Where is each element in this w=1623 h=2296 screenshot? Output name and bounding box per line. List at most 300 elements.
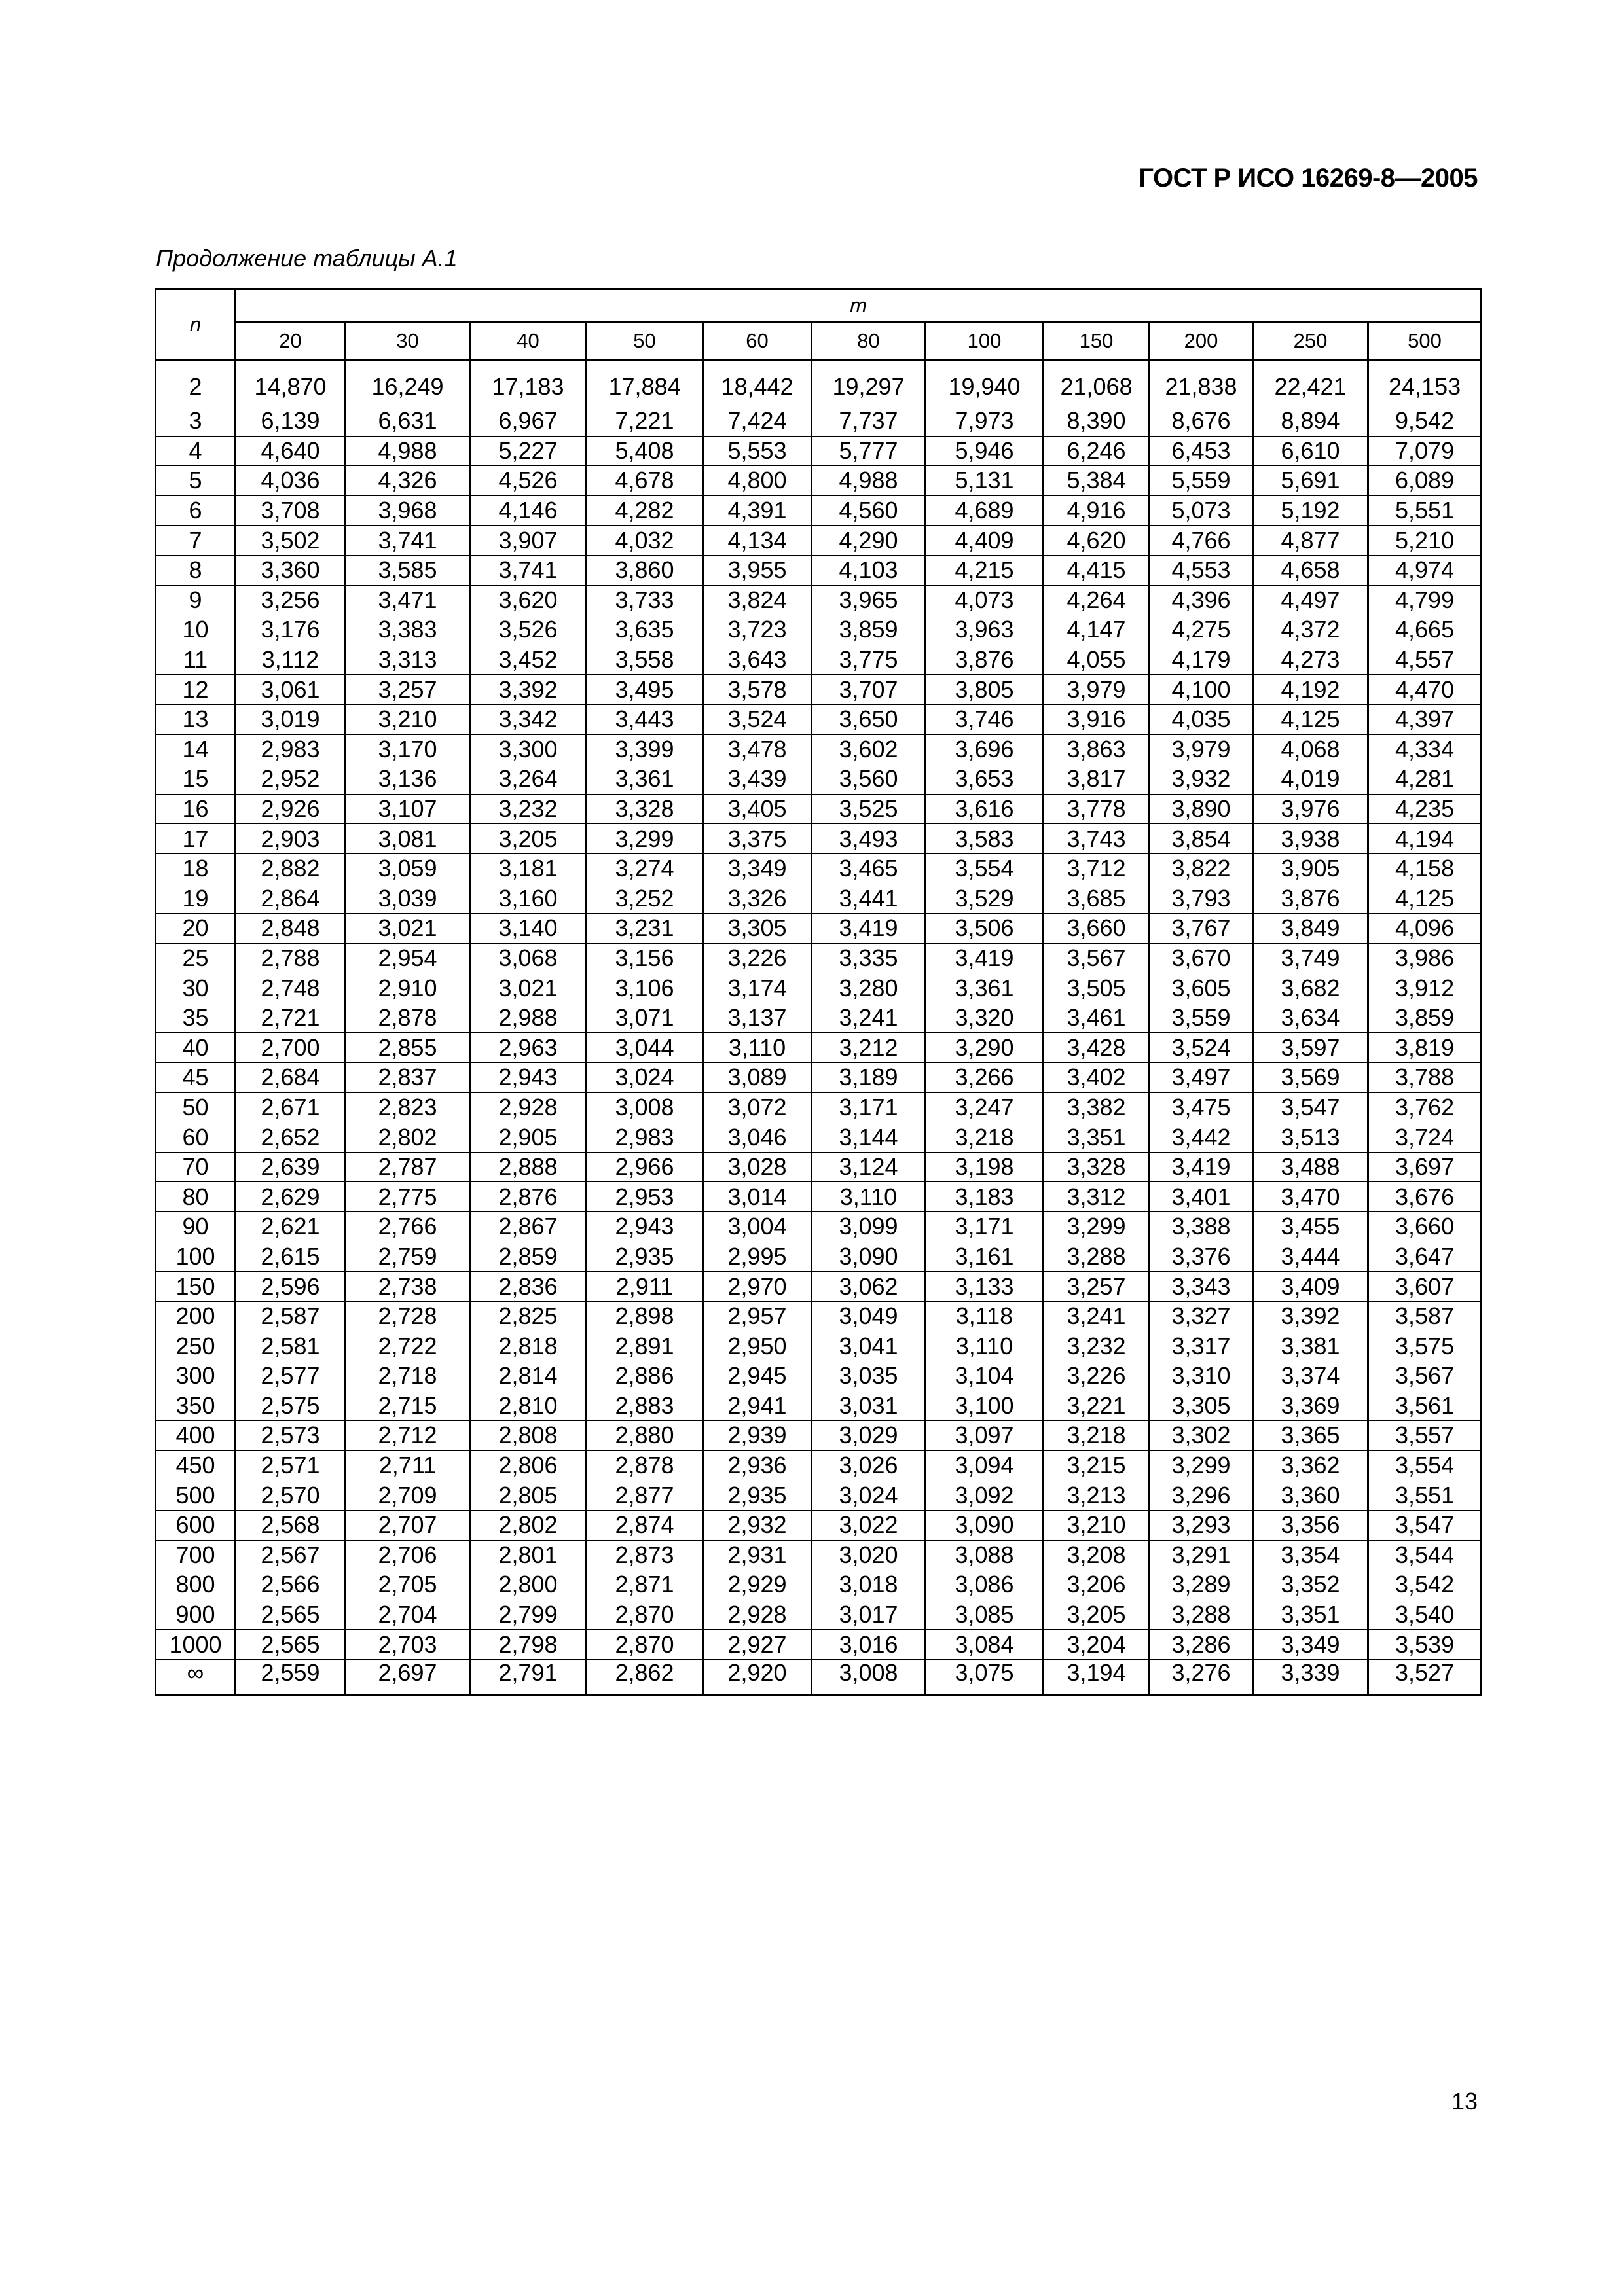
table-cell: 2,709 [346,1480,470,1511]
table-cell: 4,974 [1368,555,1482,585]
table-cell: 3,916 [1044,704,1150,734]
table-cell: 2,798 [470,1630,587,1660]
table-cell: 4,916 [1044,495,1150,526]
table-cell: 3,288 [1044,1242,1150,1272]
table-cell: 3,746 [926,704,1044,734]
table-cell: 2,943 [470,1063,587,1093]
table-cell: 4,068 [1253,734,1368,764]
table-cell: 2,891 [587,1331,703,1361]
table-cell: 3,110 [812,1182,926,1212]
table-cell: 4,553 [1150,555,1253,585]
table-cell: 2,871 [587,1570,703,1600]
table-cell: 3,194 [1044,1659,1150,1695]
table-cell: 3,859 [1368,1003,1482,1033]
table-cell: 3,290 [926,1033,1044,1063]
table-cell: 3,374 [1253,1361,1368,1391]
table-cell: 3,419 [926,943,1044,973]
table-cell: 4,035 [1150,704,1253,734]
table-cell: 2,805 [470,1480,587,1511]
table-cell: 3,035 [812,1361,926,1391]
table-cell: 5,192 [1253,495,1368,526]
table-cell: 3,204 [1044,1630,1150,1660]
table-cell: 2,911 [587,1272,703,1302]
column-header: 250 [1253,322,1368,361]
table-cell: 3,205 [470,824,587,854]
table-cell: 3,090 [926,1510,1044,1540]
table-cell: 4,235 [1368,794,1482,824]
table-cell: 3,189 [812,1063,926,1093]
table-cell: 3,976 [1253,794,1368,824]
table-cell: 3,276 [1150,1659,1253,1695]
table-cell: 2,943 [587,1212,703,1242]
table-cell: 3,741 [470,555,587,585]
column-header: 40 [470,322,587,361]
table-cell: 2,728 [346,1301,470,1331]
table-cell: 3,733 [587,585,703,615]
table-cell: 3,647 [1368,1242,1482,1272]
table-cell: 2,810 [470,1391,587,1421]
table-cell: 4,526 [470,466,587,496]
table-cell: 2,570 [236,1480,346,1511]
table-cell: 5,073 [1150,495,1253,526]
table-cell: 4,988 [346,436,470,466]
table-cell: 3,299 [587,824,703,854]
table-cell: 3,471 [346,585,470,615]
table-cell: 3,554 [1368,1450,1482,1480]
table-cell: 3,859 [812,615,926,645]
table-cell: 7,973 [926,406,1044,437]
table-cell: 3,342 [470,704,587,734]
table-cell: 3,912 [1368,973,1482,1003]
table-cell: 2,983 [236,734,346,764]
table-cell: 2,864 [236,884,346,914]
table-cell: 2,905 [470,1122,587,1153]
table-cell: 3,226 [703,943,812,973]
table-cell: 2,706 [346,1540,470,1570]
table-cell: 7,424 [703,406,812,437]
table-cell: 2,818 [470,1331,587,1361]
table-cell: 19,297 [812,361,926,406]
table-cell: 3,597 [1253,1033,1368,1063]
table-cell: 4,096 [1368,914,1482,944]
table-cell: 3,024 [587,1063,703,1093]
table-cell: 3,293 [1150,1510,1253,1540]
table-cell: 3,542 [1368,1570,1482,1600]
table-cell: 3,068 [470,943,587,973]
table-cell: 2,802 [346,1122,470,1153]
table-cell: 6,610 [1253,436,1368,466]
table-cell: 3,650 [812,704,926,734]
table-cell: 2,615 [236,1242,346,1272]
table-cell: 2,874 [587,1510,703,1540]
page-number: 13 [1451,2088,1478,2115]
table-cell: 16,249 [346,361,470,406]
table-cell: 3,743 [1044,824,1150,854]
column-header: 200 [1150,322,1253,361]
table-cell: 6,967 [470,406,587,437]
table-cell: 6,139 [236,406,346,437]
table-cell: 2,759 [346,1242,470,1272]
data-table [155,288,1482,1696]
table-cell: 3,218 [1044,1421,1150,1451]
table-cell: 3,660 [1368,1212,1482,1242]
table-cell: 3,020 [812,1540,926,1570]
table-cell: 3,470 [1253,1182,1368,1212]
table-row [156,1391,1482,1421]
table-cell: 3,210 [346,704,470,734]
table-cell: 3,775 [812,645,926,675]
table-cell: 2,995 [703,1242,812,1272]
document-code: ГОСТ Р ИСО 16269-8—2005 [1139,164,1478,192]
table-cell: 3,349 [1253,1630,1368,1660]
table-cell: 3,181 [470,853,587,884]
row-label-n: 50 [156,1092,236,1122]
table-cell: 2,886 [587,1361,703,1391]
table-cell: 3,399 [587,734,703,764]
table-row [156,1421,1482,1451]
table-cell: 3,218 [926,1122,1044,1153]
table-cell: 2,802 [470,1510,587,1540]
table-cell: 3,547 [1253,1092,1368,1122]
table-cell: 3,041 [812,1331,926,1361]
table-cell: 2,882 [236,853,346,884]
table-cell: 3,097 [926,1421,1044,1451]
table-row [156,973,1482,1003]
row-label-n: 20 [156,914,236,944]
table-cell: 3,075 [926,1659,1044,1695]
table-cell: 2,928 [470,1092,587,1122]
table-cell: 3,979 [1150,734,1253,764]
table-cell: 3,696 [926,734,1044,764]
table-cell: 2,684 [236,1063,346,1093]
table-cell: 3,044 [587,1033,703,1063]
table-cell: 3,539 [1368,1630,1482,1660]
table-cell: 3,602 [812,734,926,764]
table-cell: 3,022 [812,1510,926,1540]
table-cell: 3,288 [1150,1600,1253,1630]
table-cell: 3,215 [1044,1450,1150,1480]
table-cell: 3,401 [1150,1182,1253,1212]
table-cell: 3,226 [1044,1361,1150,1391]
table-cell: 3,524 [703,704,812,734]
table-cell: 3,375 [703,824,812,854]
table-cell: 2,575 [236,1391,346,1421]
table-cell: 3,513 [1253,1122,1368,1153]
table-cell: 2,573 [236,1421,346,1451]
row-label-n: 70 [156,1152,236,1182]
table-cell: 2,910 [346,973,470,1003]
table-cell: 3,232 [470,794,587,824]
table-cell: 3,029 [812,1421,926,1451]
table-cell: 3,212 [812,1033,926,1063]
table-cell: 3,312 [1044,1182,1150,1212]
table-cell: 3,252 [587,884,703,914]
table-cell: 2,568 [236,1510,346,1540]
table-cell: 2,775 [346,1182,470,1212]
table-row [156,495,1482,526]
table-cell: 3,685 [1044,884,1150,914]
table-cell: 9,542 [1368,406,1482,437]
table-cell: 3,854 [1150,824,1253,854]
table-cell: 3,707 [812,675,926,705]
table-cell: 3,299 [1150,1450,1253,1480]
table-cell: 3,963 [926,615,1044,645]
table-cell: 4,470 [1368,675,1482,705]
table-cell: 3,071 [587,1003,703,1033]
table-cell: 4,073 [926,585,1044,615]
table-cell: 2,629 [236,1182,346,1212]
row-label-n: 800 [156,1570,236,1600]
table-cell: 2,639 [236,1152,346,1182]
table-cell: 3,863 [1044,734,1150,764]
table-cell: 3,305 [703,914,812,944]
table-cell: 3,360 [236,555,346,585]
table-cell: 3,176 [236,615,346,645]
table-cell: 2,926 [236,794,346,824]
table-cell: 3,497 [1150,1063,1253,1093]
table-cell: 3,461 [1044,1003,1150,1033]
table-cell: 3,670 [1150,943,1253,973]
table-cell: 17,884 [587,361,703,406]
table-row [156,1033,1482,1063]
row-label-n: 16 [156,794,236,824]
table-cell: 3,084 [926,1630,1044,1660]
table-cell: 3,361 [926,973,1044,1003]
table-cell: 4,409 [926,526,1044,556]
table-cell: 2,903 [236,824,346,854]
table-cell: 2,954 [346,943,470,973]
table-cell: 2,766 [346,1212,470,1242]
table-cell: 3,257 [1044,1272,1150,1302]
table-cell: 5,559 [1150,466,1253,496]
table-cell: 3,525 [812,794,926,824]
table-cell: 5,227 [470,436,587,466]
table-cell: 3,061 [236,675,346,705]
table-cell: 2,983 [587,1122,703,1153]
table-cell: 2,927 [703,1630,812,1660]
table-cell: 3,620 [470,585,587,615]
table-cell: 3,289 [1150,1570,1253,1600]
row-label-n: 17 [156,824,236,854]
table-cell: 3,039 [346,884,470,914]
table-cell: 17,183 [470,361,587,406]
table-cell: 3,310 [1150,1361,1253,1391]
table-cell: 3,561 [1368,1391,1482,1421]
table-cell: 3,257 [346,675,470,705]
table-cell: 3,026 [812,1450,926,1480]
table-cell: 3,762 [1368,1092,1482,1122]
table-cell: 3,081 [346,824,470,854]
table-cell: 3,547 [1368,1510,1482,1540]
table-cell: 4,372 [1253,615,1368,645]
table-cell: 3,274 [587,853,703,884]
table-cell: 4,391 [703,495,812,526]
table-cell: 3,170 [346,734,470,764]
table-row [156,615,1482,645]
table-cell: 3,266 [926,1063,1044,1093]
table-cell: 4,560 [812,495,926,526]
table-cell: 3,402 [1044,1063,1150,1093]
table-cell: 3,824 [703,585,812,615]
table-cell: 3,231 [587,914,703,944]
table-cell: 21,838 [1150,361,1253,406]
table-cell: 3,475 [1150,1092,1253,1122]
table-cell: 3,907 [470,526,587,556]
table-cell: 3,876 [1253,884,1368,914]
table-cell: 18,442 [703,361,812,406]
table-cell: 3,046 [703,1122,812,1153]
table-cell: 3,605 [1150,973,1253,1003]
table-cell: 3,014 [703,1182,812,1212]
table-cell: 2,837 [346,1063,470,1093]
table-cell: 2,697 [346,1659,470,1695]
row-label-n: ∞ [156,1659,236,1695]
table-cell: 3,241 [812,1003,926,1033]
table-cell: 2,704 [346,1600,470,1630]
table-row [156,764,1482,795]
table-row [156,853,1482,884]
table-cell: 2,806 [470,1450,587,1480]
table-cell: 3,554 [926,853,1044,884]
table-cell: 2,571 [236,1450,346,1480]
table-cell: 4,282 [587,495,703,526]
table-cell: 3,749 [1253,943,1368,973]
table-row [156,1212,1482,1242]
table-cell: 3,110 [703,1033,812,1063]
table-cell: 3,653 [926,764,1044,795]
table-cell: 3,205 [1044,1600,1150,1630]
table-cell: 3,488 [1253,1152,1368,1182]
table-cell: 3,527 [1368,1659,1482,1695]
table-cell: 5,408 [587,436,703,466]
table-cell: 3,072 [703,1092,812,1122]
row-label-n: 250 [156,1331,236,1361]
table-cell: 2,721 [236,1003,346,1033]
table-cell: 3,021 [346,914,470,944]
table-cell: 3,567 [1044,943,1150,973]
table-cell: 3,351 [1253,1600,1368,1630]
row-label-n: 45 [156,1063,236,1093]
table-cell: 3,280 [812,973,926,1003]
table-cell: 2,950 [703,1331,812,1361]
table-cell: 3,455 [1253,1212,1368,1242]
table-cell: 3,442 [1150,1122,1253,1153]
row-label-n: 90 [156,1212,236,1242]
table-cell: 3,124 [812,1152,926,1182]
table-row [156,1361,1482,1391]
table-cell: 2,920 [703,1659,812,1695]
table-cell: 3,441 [812,884,926,914]
row-label-n: 6 [156,495,236,526]
column-header: 60 [703,322,812,361]
row-label-n: 150 [156,1272,236,1302]
table-cell: 2,888 [470,1152,587,1182]
table-cell: 3,419 [812,914,926,944]
table-row [156,914,1482,944]
table-cell: 3,575 [1368,1331,1482,1361]
table-cell: 3,443 [587,704,703,734]
table-cell: 4,397 [1368,704,1482,734]
table-cell: 3,526 [470,615,587,645]
table-cell: 22,421 [1253,361,1368,406]
table-cell: 2,565 [236,1600,346,1630]
table-cell: 3,643 [703,645,812,675]
table-cell: 2,878 [346,1003,470,1033]
table-cell: 4,326 [346,466,470,496]
table-cell: 3,849 [1253,914,1368,944]
table-cell: 2,883 [587,1391,703,1421]
table-cell: 2,952 [236,764,346,795]
table-row [156,1600,1482,1630]
table-cell: 3,682 [1253,973,1368,1003]
row-label-n: 7 [156,526,236,556]
table-cell: 3,144 [812,1122,926,1153]
row-label-n: 3 [156,406,236,437]
table-cell: 3,502 [236,526,346,556]
table-cell: 4,032 [587,526,703,556]
column-header: 20 [236,322,346,361]
table-cell: 2,700 [236,1033,346,1063]
table-cell: 2,712 [346,1421,470,1451]
table-cell: 4,264 [1044,585,1150,615]
row-label-n: 19 [156,884,236,914]
table-cell: 3,560 [812,764,926,795]
table-cell: 3,585 [346,555,470,585]
row-label-n: 9 [156,585,236,615]
table-cell: 2,928 [703,1600,812,1630]
table-cell: 4,158 [1368,853,1482,884]
table-cell: 3,018 [812,1570,926,1600]
table-cell: 4,215 [926,555,1044,585]
table-cell: 4,678 [587,466,703,496]
table-cell: 3,876 [926,645,1044,675]
table-cell: 2,581 [236,1331,346,1361]
table-cell: 3,019 [236,704,346,734]
table-cell: 3,327 [1150,1301,1253,1331]
table-cell: 3,137 [703,1003,812,1033]
table-cell: 3,676 [1368,1182,1482,1212]
table-cell: 2,848 [236,914,346,944]
table-row [156,824,1482,854]
table-cell: 3,256 [236,585,346,615]
table-cell: 5,553 [703,436,812,466]
table-cell: 3,362 [1253,1450,1368,1480]
table-cell: 2,988 [470,1003,587,1033]
table-cell: 3,112 [236,645,346,675]
row-label-n: 14 [156,734,236,764]
table-cell: 3,932 [1150,764,1253,795]
column-header: 100 [926,322,1044,361]
table-cell: 3,890 [1150,794,1253,824]
table-cell: 7,737 [812,406,926,437]
table-cell: 3,723 [703,615,812,645]
table-row [156,555,1482,585]
table-cell: 3,979 [1044,675,1150,705]
table-cell: 3,360 [1253,1480,1368,1511]
table-cell: 3,213 [1044,1480,1150,1511]
table-cell: 3,419 [1150,1152,1253,1182]
table-cell: 3,495 [587,675,703,705]
table-cell: 3,578 [703,675,812,705]
table-row [156,1063,1482,1093]
table-cell: 2,577 [236,1361,346,1391]
table-row [156,1092,1482,1122]
table-cell: 5,131 [926,466,1044,496]
table-cell: 2,825 [470,1301,587,1331]
table-cell: 3,160 [470,884,587,914]
table-cell: 3,955 [703,555,812,585]
table-cell: 3,349 [703,853,812,884]
